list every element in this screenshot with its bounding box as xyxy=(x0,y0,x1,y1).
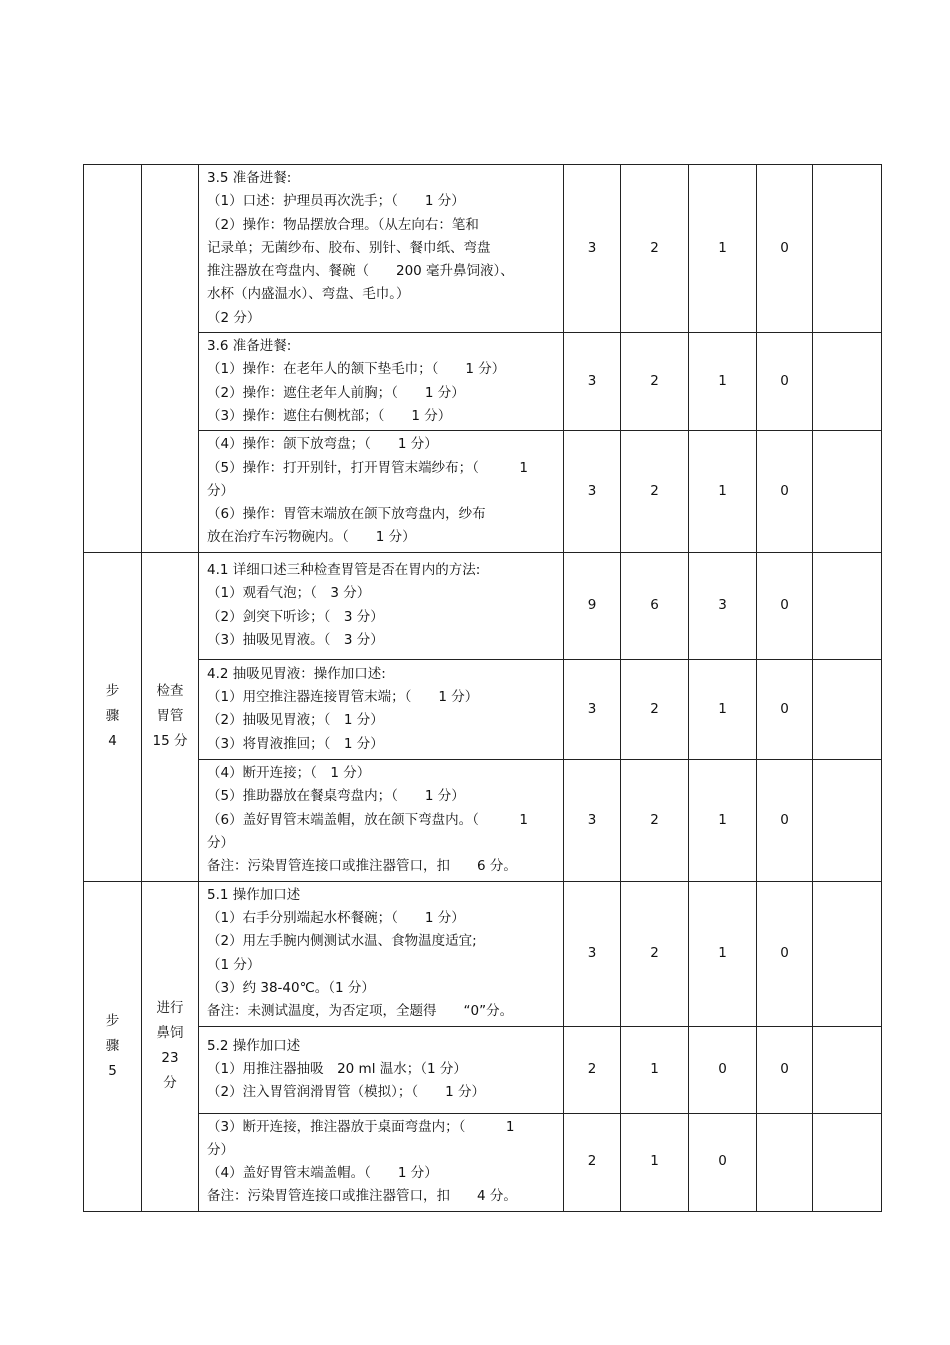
table-body xyxy=(84,165,882,1212)
description-line: （6）盖好胃管末端盖帽，放在颌下弯盘内。（ 1 xyxy=(207,811,528,828)
item-description xyxy=(199,1113,564,1211)
description-line: 放在治疗车污物碗内。（ 1 分） xyxy=(207,529,416,546)
description-line: （1）用空推注器连接胃管末端；（ 1 分） xyxy=(207,688,479,705)
item-description xyxy=(199,333,564,431)
score-cell xyxy=(813,333,882,431)
description-line: 分） xyxy=(207,834,234,851)
description-line: （1）操作：在老年人的颔下垫毛巾；（ 1 分） xyxy=(207,361,506,378)
score-cell xyxy=(813,759,882,881)
score-cell: 6 xyxy=(621,552,689,659)
score-cell xyxy=(813,881,882,1026)
score-cell xyxy=(813,1026,882,1113)
description-line: （5）推助器放在餐桌弯盘内；（ 1 分） xyxy=(207,788,465,805)
description-line: 4.2 抽吸见胃液：操作加口述: xyxy=(207,665,386,682)
score-cell: 1 xyxy=(689,165,757,333)
table-row xyxy=(84,659,882,759)
description-line: （2）剑突下听诊；（ 3 分） xyxy=(207,608,384,625)
step-name-label: 进行 xyxy=(156,1000,184,1017)
score-cell: 3 xyxy=(564,165,621,333)
description-line: 备注：污染胃管连接口或推注器管口，扣 6 分。 xyxy=(207,858,517,875)
score-cell xyxy=(813,165,882,333)
description-line: （2 分） xyxy=(207,309,261,326)
description-line: 记录单；无菌纱布、胶布、别针、餐巾纸、弯盘 xyxy=(207,239,491,256)
score-cell: 1 xyxy=(621,1113,689,1211)
table-row xyxy=(84,759,882,881)
item-description xyxy=(199,431,564,552)
score-cell: 2 xyxy=(621,759,689,881)
description-line: 3.6 准备进餐: xyxy=(207,338,292,355)
score-cell: 3 xyxy=(564,431,621,552)
item-description xyxy=(199,659,564,759)
description-line: （4）盖好胃管末端盖帽。（ 1 分） xyxy=(207,1165,438,1182)
score-cell: 3 xyxy=(564,759,621,881)
table-row xyxy=(84,1113,882,1211)
description-line: （3）抽吸见胃液。（ 3 分） xyxy=(207,632,384,649)
score-cell: 1 xyxy=(689,659,757,759)
score-cell: 1 xyxy=(689,881,757,1026)
description-line: 备注：污染胃管连接口或推注器管口，扣 4 分。 xyxy=(207,1188,517,1205)
item-description xyxy=(199,1026,564,1113)
table-row xyxy=(84,1026,882,1113)
step-name-label: 15 分 xyxy=(152,733,188,750)
score-cell xyxy=(813,1113,882,1211)
description-line: 分） xyxy=(207,1141,234,1158)
description-line: （5）操作：打开别针，打开胃管末端纱布；（ 1 xyxy=(207,459,528,476)
description-line: （2）注入胃管润滑胃管（模拟）；（ 1 分） xyxy=(207,1084,485,1101)
description-line: （2）用左手腕内侧测试水温、食物温度适宜; xyxy=(207,933,477,950)
score-cell: 1 xyxy=(621,1026,689,1113)
score-cell xyxy=(813,659,882,759)
description-line: 5.2 操作加口述 xyxy=(207,1037,301,1054)
score-cell xyxy=(813,552,882,659)
score-cell: 0 xyxy=(689,1113,757,1211)
score-cell: 2 xyxy=(621,165,689,333)
score-cell: 1 xyxy=(689,759,757,881)
score-cell: 2 xyxy=(564,1026,621,1113)
description-line: （3）将胃液推回；（ 1 分） xyxy=(207,735,384,752)
score-cell xyxy=(813,431,882,552)
step-label: 4 xyxy=(108,733,117,750)
score-cell: 0 xyxy=(757,333,813,431)
scoring-table xyxy=(83,164,882,1212)
step-name-label: 分 xyxy=(163,1075,177,1092)
description-line: （1）用推注器抽吸 20 ml 温水；（1 分） xyxy=(207,1060,467,1077)
score-cell: 1 xyxy=(689,333,757,431)
score-cell: 2 xyxy=(621,333,689,431)
step-name-label: 胃管 xyxy=(156,708,184,725)
description-line: （1 分） xyxy=(207,956,261,973)
description-line: （3）操作：遮住右侧枕部；（ 1 分） xyxy=(207,407,452,424)
description-line: 推注器放在弯盘内、餐碗（ 200 毫升鼻饲液）、 xyxy=(207,263,514,280)
score-cell: 2 xyxy=(621,881,689,1026)
table-row xyxy=(84,552,882,659)
score-cell: 2 xyxy=(621,431,689,552)
step-name-cell xyxy=(142,552,199,881)
table-row xyxy=(84,881,882,1026)
score-cell: 0 xyxy=(757,881,813,1026)
step-label: 骤 xyxy=(105,708,120,725)
description-line: 分） xyxy=(207,482,234,499)
description-line: 水杯（内盛温水）、弯盘、毛巾。） xyxy=(207,286,410,303)
table-row xyxy=(84,333,882,431)
item-description xyxy=(199,552,564,659)
description-line: （6）操作：胃管末端放在颌下放弯盘内，纱布 xyxy=(207,506,486,523)
step-name-label: 检查 xyxy=(156,683,184,700)
score-cell: 3 xyxy=(564,881,621,1026)
score-cell: 1 xyxy=(689,431,757,552)
description-line: （3）断开连接，推注器放于桌面弯盘内；（ 1 xyxy=(207,1118,515,1135)
description-line: （3）约 38-40℃。（1 分） xyxy=(207,979,375,996)
score-cell: 0 xyxy=(757,431,813,552)
score-cell: 2 xyxy=(621,659,689,759)
description-line: （4）断开连接；（ 1 分） xyxy=(207,765,371,781)
description-line: （1）口述：护理员再次洗手；（ 1 分） xyxy=(207,193,465,210)
step-cell xyxy=(84,552,142,881)
score-cell: 0 xyxy=(757,759,813,881)
step-cell xyxy=(84,165,142,553)
description-line: （2）操作：遮住老年人前胸；（ 1 分） xyxy=(207,384,465,401)
step-name-cell xyxy=(142,881,199,1211)
score-cell: 3 xyxy=(564,659,621,759)
score-cell: 0 xyxy=(757,552,813,659)
score-cell: 3 xyxy=(689,552,757,659)
score-cell: 0 xyxy=(757,659,813,759)
step-cell xyxy=(84,881,142,1211)
score-cell: 0 xyxy=(689,1026,757,1113)
description-line: 4.1 详细口述三种检查胃管是否在胃内的方法: xyxy=(207,562,481,579)
step-label: 骤 xyxy=(105,1037,120,1054)
step-name-cell xyxy=(142,165,199,553)
score-cell: 3 xyxy=(564,333,621,431)
item-description xyxy=(199,165,564,333)
description-line: （1）观看气泡；（ 3 分） xyxy=(207,585,371,602)
step-label: 步 xyxy=(105,683,120,700)
step-label: 步 xyxy=(105,1012,120,1029)
description-line: （2）抽吸见胃液；（ 1 分） xyxy=(207,712,384,729)
description-line: 5.1 操作加口述 xyxy=(207,886,301,903)
step-name-label: 鼻饲 xyxy=(156,1025,184,1042)
score-cell: 2 xyxy=(564,1113,621,1211)
item-description xyxy=(199,881,564,1026)
description-line: （4）操作：颌下放弯盘；（ 1 分） xyxy=(207,436,438,453)
description-line: 备注：未测试温度，为否定项，全题得 “0”分。 xyxy=(207,1003,514,1020)
description-line: （1）右手分别端起水杯餐碗；（ 1 分） xyxy=(207,910,465,927)
score-cell: 0 xyxy=(757,165,813,333)
description-line: 3.5 准备进餐: xyxy=(207,170,292,186)
table-row xyxy=(84,165,882,333)
step-name-label: 23 xyxy=(161,1050,179,1067)
item-description xyxy=(199,759,564,881)
description-line: （2）操作：物品摆放合理。（从左向右：笔和 xyxy=(207,216,479,233)
score-cell: 0 xyxy=(757,1026,813,1113)
step-label: 5 xyxy=(108,1062,117,1079)
score-cell: 9 xyxy=(564,552,621,659)
table-row xyxy=(84,431,882,552)
score-cell xyxy=(757,1113,813,1211)
